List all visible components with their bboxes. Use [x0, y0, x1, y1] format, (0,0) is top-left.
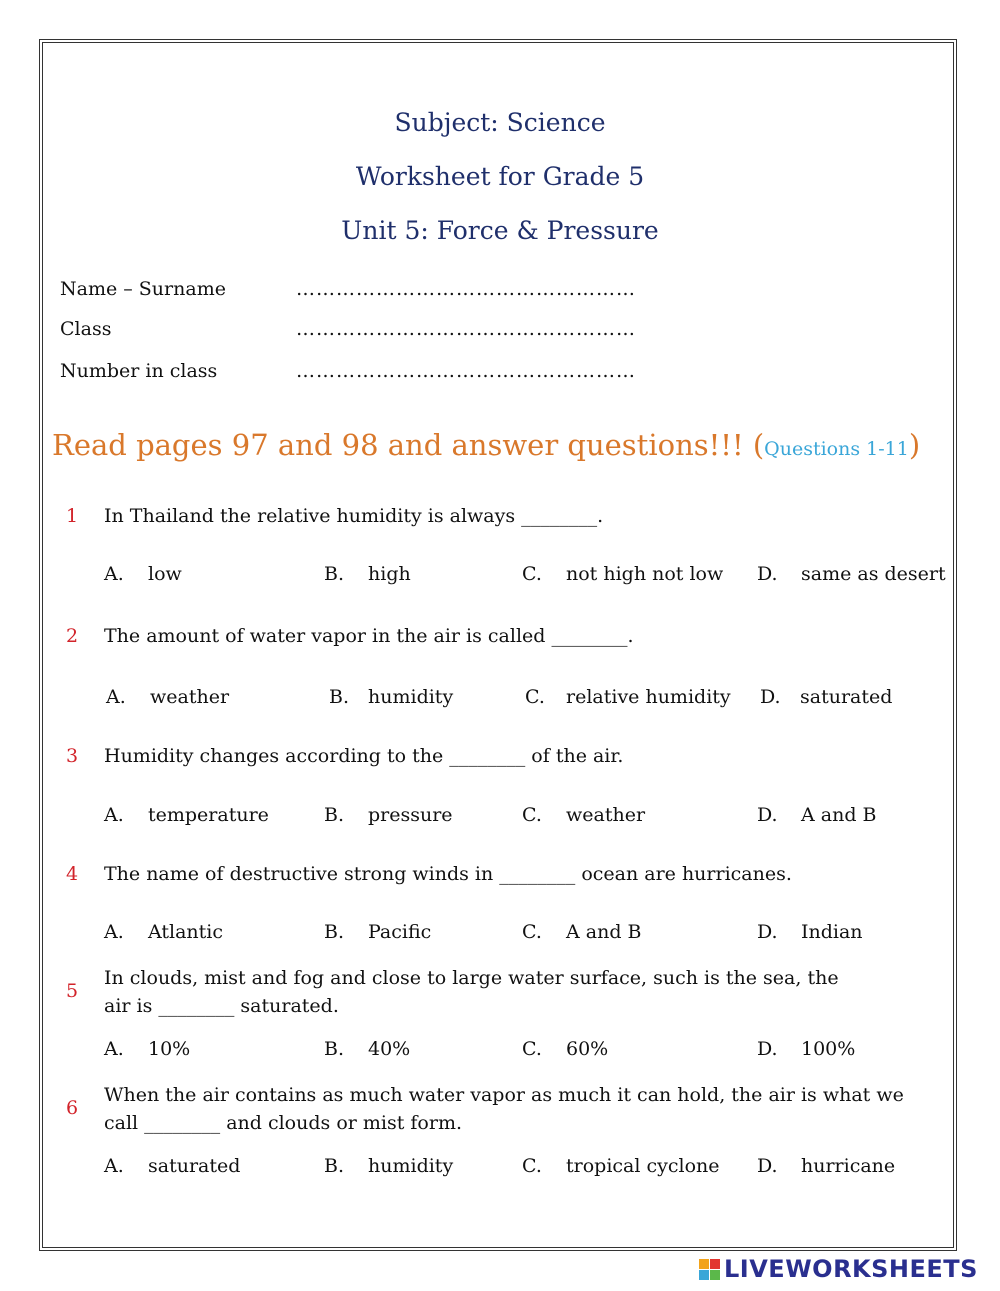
question-text: When the air contains as much water vapor as much it can hold, the air is what we call ________ and clouds or mist form.	[104, 1084, 904, 1134]
question-number: 4	[66, 863, 79, 885]
option-text: Atlantic	[148, 921, 224, 943]
question-number: 6	[66, 1097, 79, 1119]
option-text: saturated	[148, 1155, 241, 1177]
name-surname-label: Name – Surname	[60, 278, 226, 300]
option-text: hurricane	[801, 1155, 896, 1177]
number-in-class-field[interactable]: ……………………………………………	[296, 360, 636, 382]
option-c[interactable]	[525, 686, 731, 708]
name-surname-field[interactable]: ……………………………………………	[296, 278, 636, 300]
option-letter: C.	[522, 1038, 542, 1060]
option-letter: C.	[522, 563, 542, 585]
option-text: tropical cyclone	[566, 1155, 720, 1177]
unit-title: Unit 5: Force & Pressure	[341, 216, 659, 245]
option-text: 10%	[148, 1038, 191, 1060]
option-text: A and B	[801, 804, 877, 826]
option-d[interactable]	[760, 686, 893, 708]
option-letter: D.	[757, 1038, 778, 1060]
option-text: pressure	[368, 804, 453, 826]
option-letter: A.	[106, 686, 126, 708]
question-text: The name of destructive strong winds in ________ ocean are hurricanes.	[104, 863, 792, 885]
option-text: A and B	[566, 921, 642, 943]
option-text: 40%	[368, 1038, 411, 1060]
option-a[interactable]	[104, 921, 224, 943]
option-c[interactable]	[522, 1155, 720, 1177]
option-a[interactable]	[104, 1038, 191, 1060]
option-b[interactable]	[324, 563, 411, 585]
class-field[interactable]: ……………………………………………	[296, 318, 636, 340]
option-text: weather	[566, 804, 646, 826]
question-text: Humidity changes according to the ________ of the air.	[104, 745, 624, 767]
option-letter: B.	[324, 804, 345, 826]
instruction-text: Read pages 97 and 98 and answer questions!!! (	[52, 428, 765, 462]
option-letter: D.	[757, 1155, 778, 1177]
option-b[interactable]	[324, 1038, 411, 1060]
question-number: 3	[66, 745, 79, 767]
option-letter: A.	[104, 1155, 124, 1177]
option-text: high	[368, 563, 411, 585]
worksheet-title: Worksheet for Grade 5	[355, 162, 645, 191]
option-text: low	[148, 563, 182, 585]
option-c[interactable]	[522, 921, 642, 943]
option-letter: C.	[522, 804, 542, 826]
option-text: saturated	[800, 686, 893, 708]
option-a[interactable]	[104, 804, 269, 826]
option-letter: D.	[757, 804, 778, 826]
option-d[interactable]	[757, 563, 946, 585]
option-c[interactable]	[522, 563, 724, 585]
question-text: In Thailand the relative humidity is always ________.	[104, 505, 604, 527]
option-text: Pacific	[368, 921, 432, 943]
option-letter: B.	[324, 1155, 345, 1177]
instruction	[52, 428, 920, 462]
option-letter: C.	[525, 686, 545, 708]
option-text: weather	[150, 686, 230, 708]
option-text: 100%	[801, 1038, 856, 1060]
option-letter: A.	[104, 563, 124, 585]
question-number: 1	[66, 505, 79, 527]
option-text: humidity	[368, 1155, 454, 1177]
option-letter: D.	[760, 686, 781, 708]
option-b[interactable]	[324, 1155, 454, 1177]
option-text: Indian	[801, 921, 863, 943]
option-d[interactable]	[757, 1155, 896, 1177]
option-a[interactable]	[104, 563, 182, 585]
option-letter: D.	[757, 563, 778, 585]
option-b[interactable]	[324, 921, 432, 943]
option-letter: A.	[104, 804, 124, 826]
option-text: humidity	[368, 686, 454, 708]
option-text: relative humidity	[566, 686, 731, 708]
option-d[interactable]	[757, 1038, 856, 1060]
option-c[interactable]	[522, 1038, 609, 1060]
option-b[interactable]	[329, 686, 454, 708]
class-label: Class	[60, 318, 112, 340]
option-text: not high not low	[566, 563, 724, 585]
option-letter: D.	[757, 921, 778, 943]
question-number: 5	[66, 980, 79, 1002]
option-text: temperature	[148, 804, 269, 826]
option-letter: A.	[104, 921, 124, 943]
option-d[interactable]	[757, 921, 863, 943]
option-text: 60%	[566, 1038, 609, 1060]
option-a[interactable]	[106, 686, 230, 708]
option-text: same as desert	[801, 563, 946, 585]
option-d[interactable]	[757, 804, 877, 826]
option-b[interactable]	[324, 804, 453, 826]
subject-title: Subject: Science	[394, 108, 606, 137]
question-range: Questions 1-11	[764, 438, 909, 460]
question-text: In clouds, mist and fog and close to large water surface, such is the sea, the air is ________ saturated.	[104, 967, 839, 1017]
liveworksheets-logo-text[interactable]: LIVEWORKSHEETS	[724, 1255, 978, 1283]
option-a[interactable]	[104, 1155, 241, 1177]
option-letter: C.	[522, 921, 542, 943]
option-letter: B.	[324, 921, 345, 943]
option-letter: A.	[104, 1038, 124, 1060]
option-letter: C.	[522, 1155, 542, 1177]
number-in-class-label: Number in class	[60, 360, 218, 382]
option-letter: B.	[324, 1038, 345, 1060]
option-letter: B.	[324, 563, 345, 585]
liveworksheets-logo-icon	[699, 1259, 721, 1281]
option-letter: B.	[329, 686, 350, 708]
instruction-close: )	[908, 428, 921, 462]
option-c[interactable]	[522, 804, 646, 826]
question-number: 2	[66, 625, 79, 647]
question-text: The amount of water vapor in the air is called ________.	[104, 625, 634, 647]
